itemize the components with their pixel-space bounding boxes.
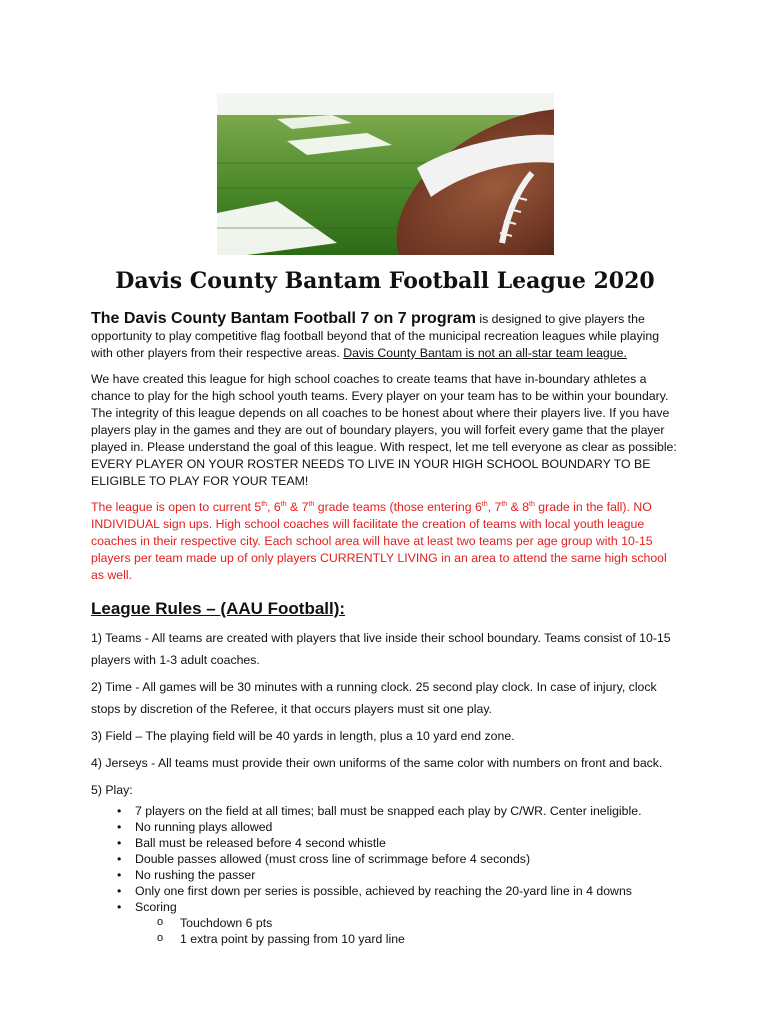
eligibility-text: The league is open to current 5 [91, 500, 262, 514]
page-title: Davis County Bantam Football League 2020 [115, 268, 655, 294]
eligibility-text: grade in the fall). NO INDIVIDUAL sign ups. High school coaches will facilitate the creation of teams with local youth league coaches in their respective city. Each school area will have at least two teams per age group with 10-15 players per team made up of only players CURRENTLY LIVING in an area to attend the same high school as well. [91, 500, 667, 582]
play-rules-list [91, 803, 681, 915]
ordinal-suffix: th [308, 500, 315, 508]
list-item: • Scoring [91, 899, 681, 915]
list-item: • Double passes allowed (must cross line of scrimmage before 4 seconds) [91, 851, 681, 867]
intro-text: is designed to give players the opportunity to play competitive flag football beyond that of the municipal recreation leagues while playing with other players from their respective areas. [91, 312, 660, 360]
rule-time: 2) Time - All games will be 30 minutes with a running clock. 25 second play clock. In case of injury, clock stops by discretion of the Referee, it that occurs players must sit one play. [91, 680, 657, 716]
list-item: • Only one first down per series is possible, achieved by reaching the 20-yard line in 4 downs [91, 883, 681, 899]
eligibility-paragraph [91, 499, 681, 584]
list-item: • No rushing the passer [91, 867, 681, 883]
intro-lead: The Davis County Bantam Football 7 on 7 program [91, 310, 476, 327]
rule-teams: 1) Teams - All teams are created with players that live inside their school boundary. Teams consist of 10-15 players with 1-3 adult coaches. [91, 631, 671, 667]
intro-paragraph [91, 310, 681, 362]
eligibility-text: & 8 [507, 500, 530, 514]
intro-underlined: Davis County Bantam is not an all-star team league. [343, 346, 627, 360]
boundary-paragraph: We have created this league for high school coaches to create teams that have in-boundary athletes a chance to play for the high school youth teams. Every player on your team has to be within your boundary. The integrity of this league depends on all coaches to be honest about where their players live. If you have players play in the games and they are out of boundary players, you will forfeit every game that the player played in. Please understand the goal of this league. With respect, let me tell everyone as clear as possible: EVERY PLAYER ON YOUR ROSTER NEEDS TO LIVE IN YOUR HIGH SCHOOL BOUNDARY TO BE ELIGIBLE TO PLAY FOR YOUR TEAM! [91, 372, 677, 488]
football-field-illustration [217, 93, 554, 255]
ordinal-suffix: th [280, 500, 287, 508]
eligibility-text: & 7 [286, 500, 309, 514]
scoring-list [91, 915, 681, 947]
list-item: • Ball must be released before 4 second whistle [91, 835, 681, 851]
ordinal-suffix: th [261, 500, 268, 508]
rules-heading: League Rules – (AAU Football): [91, 599, 346, 618]
ordinal-suffix: th [501, 500, 508, 508]
eligibility-text: , 7 [487, 500, 502, 514]
rule-jerseys: 4) Jerseys - All teams must provide their own uniforms of the same color with numbers on front and back. [91, 756, 663, 770]
rule-field: 3) Field – The playing field will be 40 yards in length, plus a 10 yard end zone. [91, 729, 515, 743]
eligibility-text: grade teams (those entering 6 [314, 500, 482, 514]
list-item: o 1 extra point by passing from 10 yard line [91, 931, 681, 947]
list-item: • No running plays allowed [91, 819, 681, 835]
rule-play: 5) Play: [91, 783, 133, 797]
hero-image-football-on-turf [217, 93, 554, 255]
list-item: • 7 players on the field at all times; ball must be snapped each play by C/WR. Center ineligible. [91, 803, 681, 819]
document-body [91, 310, 681, 947]
ordinal-suffix: th [481, 500, 488, 508]
list-item: o Touchdown 6 pts [91, 915, 681, 931]
ordinal-suffix: th [529, 500, 535, 508]
eligibility-text: , 6 [267, 500, 281, 514]
